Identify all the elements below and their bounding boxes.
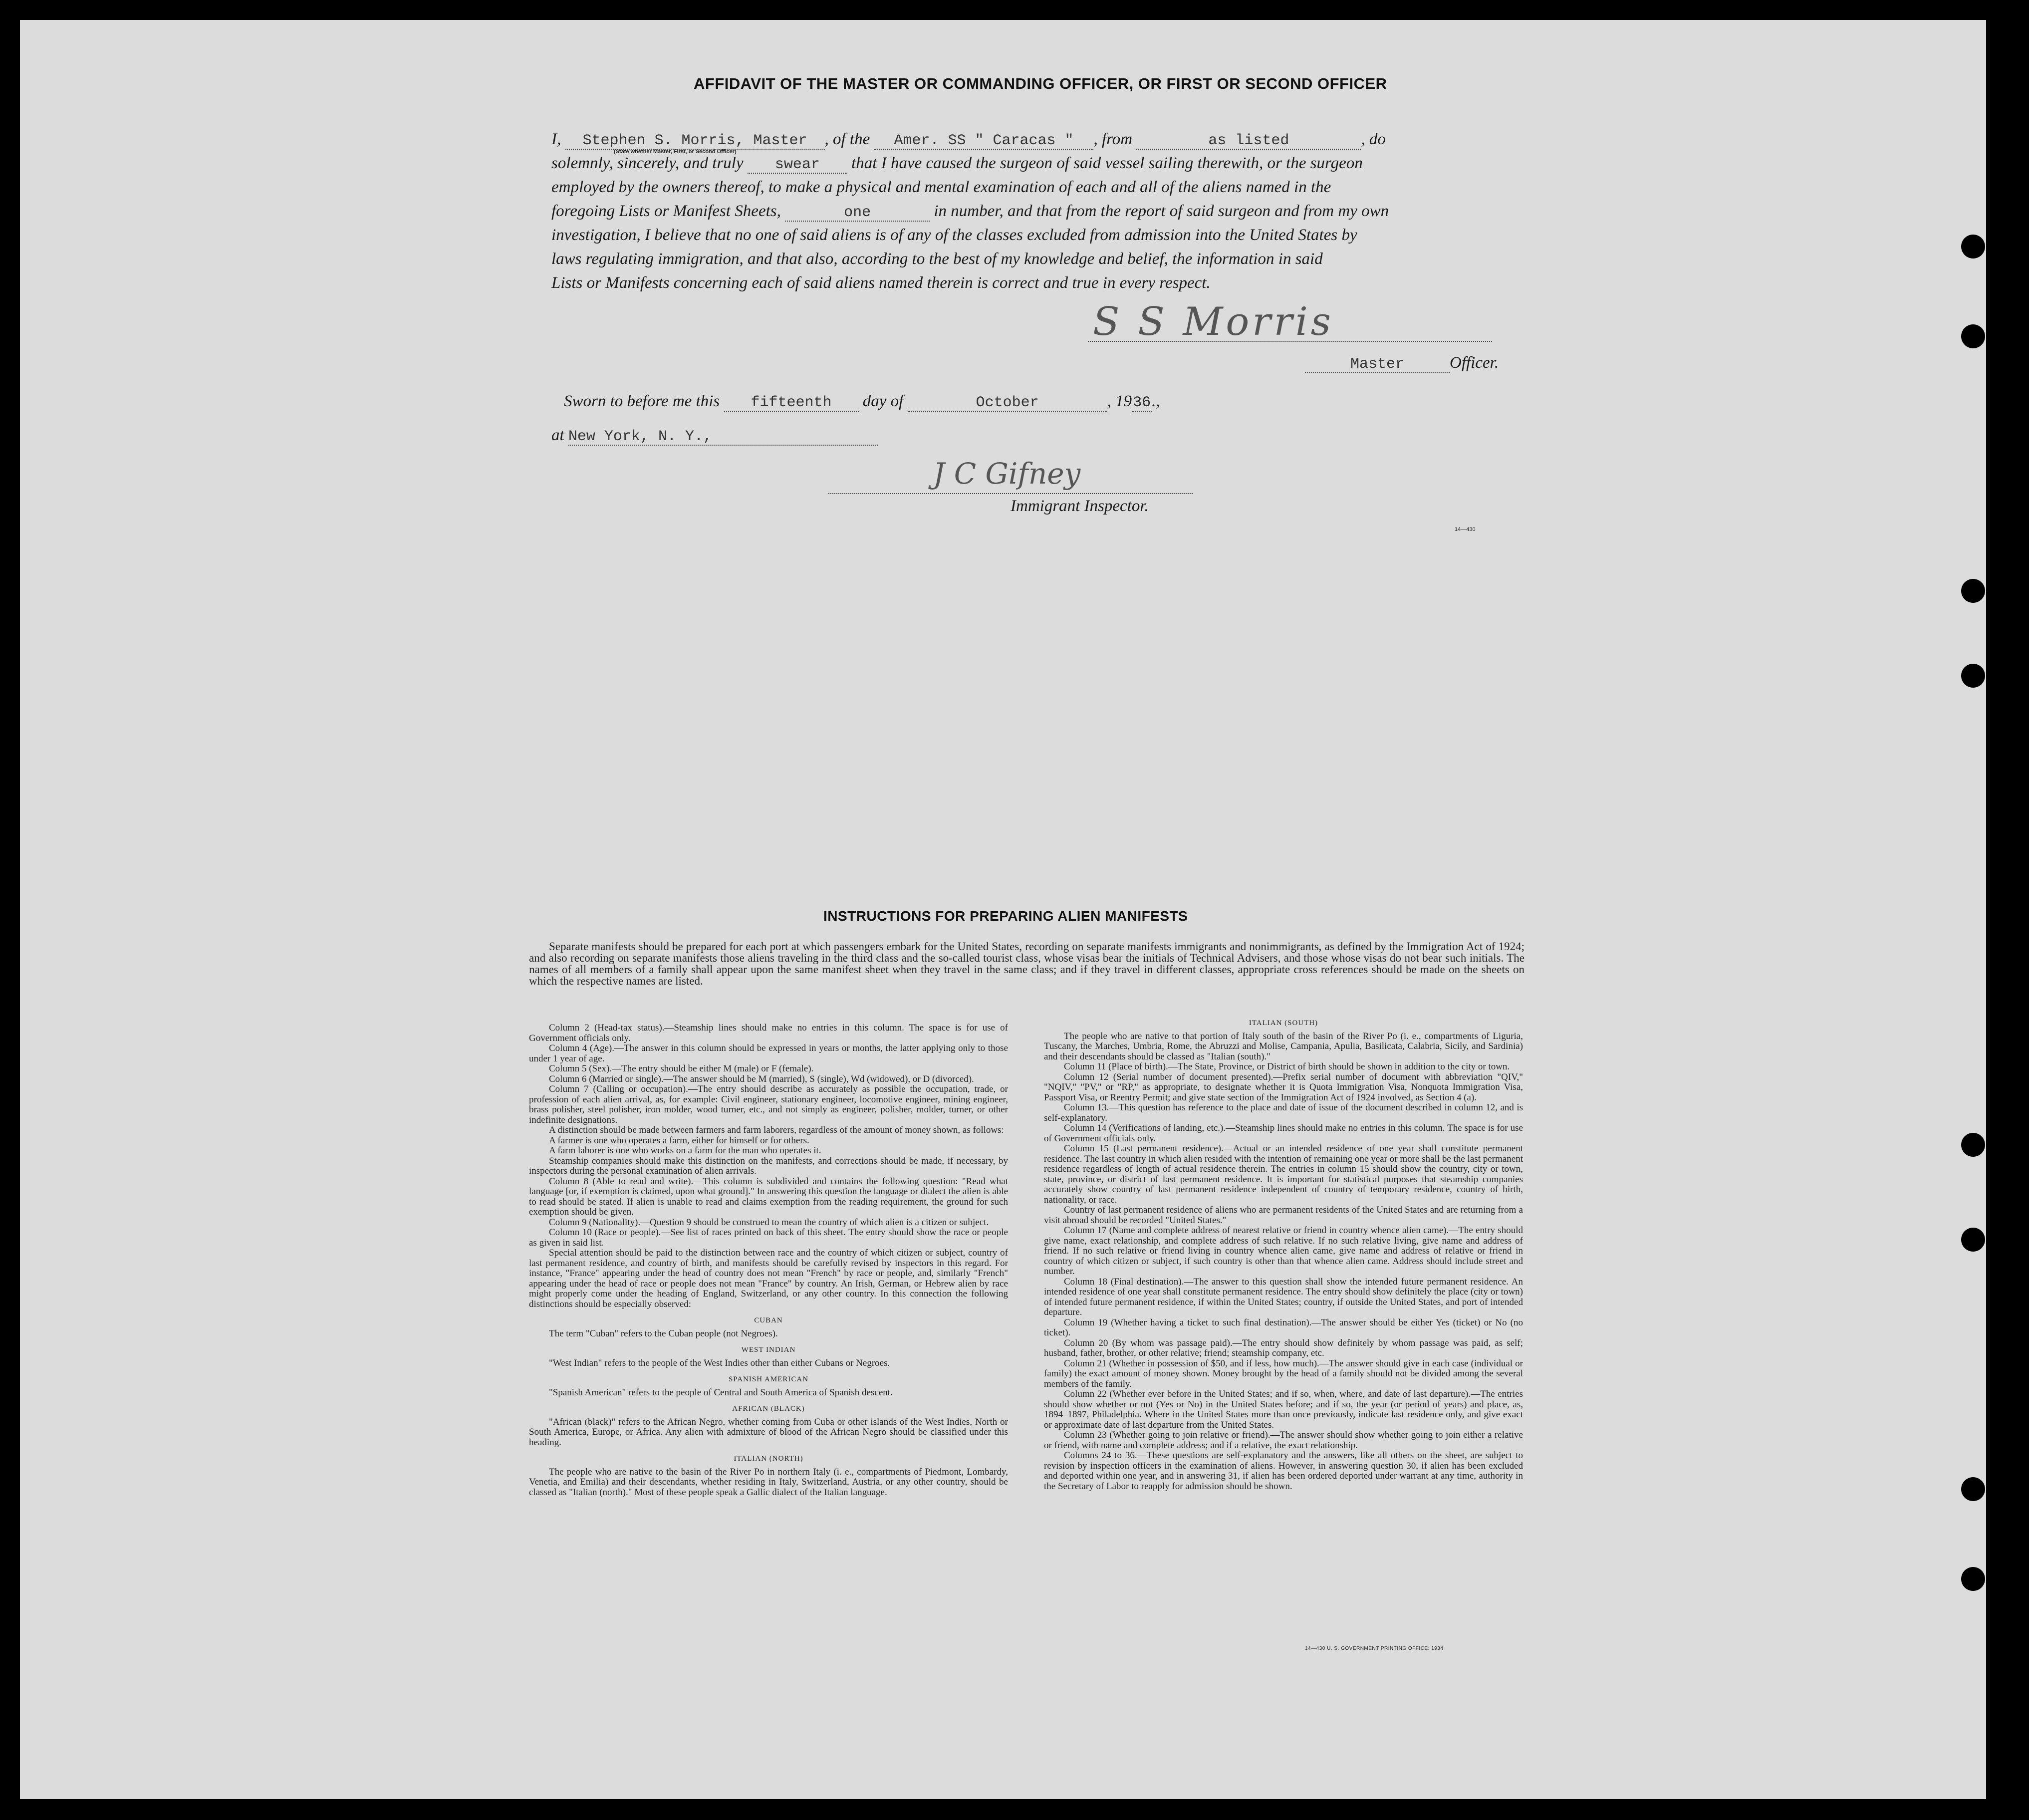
col-23-note: Column 23 (Whether going to join relative or friend).—The answer should show whether going to join either a relative or friend, with name and complete address; and if a relative, the exact relationship. [1044, 1430, 1523, 1451]
document-sheet [20, 20, 1986, 1799]
punch-hole [1961, 1133, 1985, 1157]
heading-italian-north: ITALIAN (NORTH) [734, 1455, 803, 1463]
instructions-left-column: Column 2 (Head-tax status).—Steamship lines should make no entries in this column. The space is for use of Government officials only. Column 4 (Age).—The answer in this column should be expressed in years or months, the latter applying only to those under 1 year of age. Column 5 (Sex).—The entry should be either M (male) or F (female). Column 6 (Married or single).—The answer should be M (married), S (single), Wd (widowed), or D (divorced). Column 7 (Calling or occupation).—The entry should describe as accurately as possible the occupation, trade, or profession of each alien arrival, as, for example: Civil engineer, stationary engineer, locomotive engineer, mining engineer, brass polisher, steel polisher, iron molder, wood turner, etc., and not simply as engineer, polisher, molder, turner, or other indefinite designations. A distinction should be made between farmers and farm laborers, regardless of the amount of money shown, as follows: A farmer is one who operates a farm, either for himself or for others. A farm laborer is one who works on a farm for the man who operates it. Steamship companies should make this distinction on the manifests, and corrections should be made, if necessary, by inspectors during the personal examination of alien arrivals. Column 8 (Able to read and write).—This column is subdivided and contains the following question: "Read what language [or, if exemption is claimed, upon what ground]." In answering this question the language or dialect the alien is able to read should be stated. If alien is unable to read and claims exemption from the reading requirement, the ground for such exemption should be given. Column 9 (Nationality).—Question 9 should be construed to mean the country of which alien is a citizen or subject. Column 10 (Race or people).—See list of races printed on back of this sheet. The entry should show the race or people as given in said list. Special attention should be paid to the distinction between race and the country of which citizen or subject, country of last permanent residence, and country of birth, and manifests should be carefully revised by inspectors in this regard. For instance, "France" appearing under the head of country does not mean "French" by race or people, and, similarly "French" appearing under the head of race or people does not mean "France" by country. An Irish, German, or Hebrew alien by race might properly come under the heading of England, Switzerland, or any other country. In this connection the following distinctions should be especially observed: CUBAN The term "Cuban" refers to the Cuban people (not Negroes). WEST INDIAN "West Indian" refers to the people of the West Indies other than either Cubans or Negroes. SPANISH AMERICAN "Spanish American" refers to the people of Central and South America of Spanish descent. AFRICAN (BLACK) "African (black)" refers to the African Negro, whether coming from Cuba or other islands of the West Indies, North or South America, Europe, or Africa. Any alien with admixture of blood of the African Negro should be classified under this heading. ITALIAN (NORTH) The people who are native to the basin of the River Po in northern Italy (i. e., compartments of Piedmont, Lombardy, Venetia, and Emilia) and their descendants, whether residing in Italy, Switzerland, Austria, or any other country, should be classed as "Italian (north)." Most of these people speak a Gallic dialect of the Italian language. [529, 1023, 1008, 1498]
heading-african: AFRICAN (BLACK) [732, 1405, 805, 1413]
heading-cuban: CUBAN [754, 1316, 783, 1324]
master-signature: S S Morris [1093, 299, 1334, 344]
from-field[interactable]: as listed [1136, 133, 1361, 150]
col-13-note: Column 13.—This question has reference to the place and date of issue of the document described in column 12, and is self-explanatory. [1044, 1102, 1523, 1123]
punch-hole [1961, 235, 1985, 259]
special-attention-note: Special attention should be paid to the distinction between race and the country of which citizen or subject, country of last permanent residence, and country of birth, and manifests should be carefully revised by inspectors in this regard. For instance, "France" appearing under the head of country does not mean "French" by race or people, and, similarly "French" appearing under the head of race or people does not mean "France" by country. An Irish, German, or Hebrew alien by race might properly come under the heading of England, Switzerland, or any other country. In this connection the following distinctions should be especially observed: [529, 1248, 1008, 1309]
col-10-note: Column 10 (Race or people).—See list of races printed on back of this sheet. The entry should show the race or people as given in said list. [529, 1227, 1008, 1248]
heading-west-indian: WEST INDIAN [741, 1346, 796, 1354]
officer-note: (State whether Master, First, or Second Officer) [614, 149, 737, 155]
col-11-note: Column 11 (Place of birth).—The State, Province, or District of birth should be shown in addition to the city or town. [1064, 1061, 1510, 1072]
col-14-note: Column 14 (Verifications of landing, etc.).—Steamship lines should make no entries in this column. The space is for use of Government officials only. [1044, 1123, 1523, 1144]
col-12-note: Column 12 (Serial number of document presented).—Prefix serial number of document with abbreviation "QIV," "NQIV," "PV," or "RP," as appropriate, to designate whether it is Quota Immigration Visa, Nonquota Immigration Visa, Passport Visa, or Reentry Permit; and give state section of the Immigration Act of 1924 involved, as Section 4 (a). [1044, 1071, 1523, 1103]
place-line: at New York, N. Y., [551, 423, 951, 447]
heading-italian-south: ITALIAN (SOUTH) [1249, 1019, 1318, 1027]
col-20-note: Column 20 (By whom was passage paid).—The entry should show definitely by whom passage was paid, as self; husband, father, brother, or other relative; friend; steamship company, etc. [1044, 1337, 1523, 1358]
sheets-count-field[interactable]: one [785, 205, 930, 222]
place-field[interactable]: New York, N. Y., [568, 429, 878, 446]
col-22-note: Column 22 (Whether ever before in the United States; and if so, when, where, and date of last departure).—The entries should show whether or not (Yes or No) in the United States before; and if so, the year (or period of years) and place, as, 1894–1897, Philadelphia. Where in the United States more than once previously, indicate last residence only, and give exact or approximate date of last departure from the United States. [1044, 1389, 1523, 1430]
col-7-note: Column 7 (Calling or occupation).—The entry should describe as accurately as possible the occupation, trade, or profession of each alien arrival, as, for example: Civil engineer, stationary engineer, locomotive engineer, mining engineer, brass polisher, steel polisher, iron molder, wood turner, etc., and not simply as engineer, polisher, molder, turner, or other indefinite designations. [529, 1084, 1008, 1125]
affidavit-title: AFFIDAVIT OF THE MASTER OR COMMANDING OFFICER, OR FIRST OR SECOND OFFICER [694, 75, 1387, 92]
officer-rank-field[interactable]: Master [1305, 356, 1450, 373]
punch-hole [1961, 1228, 1985, 1252]
year-field[interactable]: 36 [1133, 394, 1151, 411]
vessel-field[interactable]: Amer. SS " Caracas " [874, 133, 1093, 150]
col-4-note: Column 4 (Age).—The answer in this column should be expressed in years or months, the latter applying only to those under 1 year of age. [529, 1043, 1008, 1064]
punch-hole [1961, 324, 1985, 348]
day-field[interactable]: fifteenth [724, 395, 859, 412]
master-name-field[interactable]: Stephen S. Morris, Master [565, 133, 825, 150]
signature-line [1088, 341, 1492, 342]
inspector-signature: J C Gifney [933, 457, 1081, 491]
affidavit-line-5: investigation, I believe that no one of said aliens is of any of the classes excluded from admission into the United States by [551, 226, 1357, 244]
punch-hole [1961, 1567, 1985, 1591]
col-9-note: Column 9 (Nationality).—Question 9 should be construed to mean the country of which alien is a citizen or subject. [549, 1217, 989, 1228]
heading-spanish-american: SPANISH AMERICAN [728, 1375, 809, 1383]
col-18-note: Column 18 (Final destination).—The answer to this question shall show the intended future permanent residence. An intended residence of one year shall constitute permanent residence. The entry should show definitely the place (city or town) of intended future permanent residence, if within the United States; country, if outside the United States, and port of intended departure. [1044, 1276, 1523, 1317]
col-8-note: Column 8 (Able to read and write).—This column is subdivided and contains the following question: "Read what language [or, if exemption is claimed, upon what ground]." In answering this question the language or dialect the alien is able to read should be stated. If alien is unable to read and claims exemption from the reading requirement, the ground for such exemption should be given. [529, 1176, 1008, 1217]
form-number: 14—430 [1455, 526, 1476, 532]
instructions-intro: Separate manifests should be prepared for each port at which passengers embark for the United States, recording on separate manifests immigrants and nonimmigrants, as defined by the Immigration Act of 1924; and also recording on separate manifests those aliens traveling in the third class and the so-called tourist class, whose visas bear the initials of Technical Advisers, and those whose visas do not bear such initials. The names of all members of a family shall appear upon the same manifest sheet when they travel in the same class; and if they travel in different classes, appropriate cross references should be made on the sheets on which the respective names are listed. [529, 940, 1524, 987]
col-15-note: Column 15 (Last permanent residence).—Actual or an intended residence of one year shall constitute permanent residence. The last country in which alien resided with the intention of remaining one year or more shall be the last permanent residence regardless of length of actual residence therein. The entries in column 15 should show the country, city or town, state, province, or district of last permanent residence. It is important for statistical purposes that steamship companies accurately show country of last permanent residence independent of country of temporary residence, country of birth, nationality, or race. [1044, 1143, 1523, 1205]
oath-field[interactable]: swear [748, 157, 847, 174]
affidavit-line-6: laws regulating immigration, and that also, according to the best of my knowledge and belief, the information in said [551, 250, 1323, 268]
instructions-right-column: ITALIAN (SOUTH) The people who are native to that portion of Italy south of the basin of the River Po (i. e., compartments of Liguria, Tuscany, the Marches, Umbria, Rome, the Abruzzi and Molise, Campania, Apulia, Basilicata, Calabria, Sicily, and Sardinia) and their descendants should be classed as "Italian (south)." Column 11 (Place of birth).—The State, Province, or District of birth should be shown in addition to the city or town. Column 12 (Serial number of document presented).—Prefix serial number of document with abbreviation "QIV," "NQIV," "PV," or "RP," as appropriate, to designate whether it is Quota Immigration Visa, Nonquota Immigration Visa, Passport Visa, or Reentry Permit; and give state section of the Immigration Act of 1924 involved, as Section 4 (a). Column 13.—This question has reference to the place and date of issue of the document described in column 12, and is self-explanatory. Column 14 (Verifications of landing, etc.).—Steamship lines should make no entries in this column. The space is for use of Government officials only. Column 15 (Last permanent residence).—Actual or an intended residence of one year shall constitute permanent residence. The last country in which alien resided with the intention of remaining one year or more shall be the last permanent residence regardless of length of actual residence therein. The entries in column 15 should show the country, city or town, state, province, or district of last permanent residence. It is important for statistical purposes that steamship companies accurately show country of last permanent residence independent of country of temporary residence, country of birth, nationality, or race. Country of last permanent residence of aliens who are permanent residents of the United States and are returning from a visit abroad should be recorded "United States." Column 17 (Name and complete address of nearest relative or friend in country whence alien came).—The entry should give name, exact relationship, and complete address of such relative. If no such relative living, give name and address of friend. If no such relative or friend living in country whence alien came, give name and address of relative or friend in country of which citizen or subject, if such country is other than that whence alien came. Address should include street and number. Column 18 (Final destination).—The answer to this question shall show the intended future permanent residence. An intended residence of one year shall constitute permanent residence. The entry should show definitely the place (city or town) of intended future permanent residence, if within the United States; country, if outside the United States, and port of intended departure. Column 19 (Whether having a ticket to such final destination).—The answer should be either Yes (ticket) or No (no ticket). Column 20 (By whom was passage paid).—The entry should show definitely by whom passage was paid, as self; husband, father, brother, or other relative; friend; steamship company, etc. Column 21 (Whether in possession of $50, and if less, how much).—The answer should give in each case (individual or family) the exact amount of money shown. Money brought by the head of a family should not be divided among the several members of the family. Column 22 (Whether ever before in the United States; and if so, when, where, and date of last departure).—The entries should show whether or not (Yes or No) in the United States before; and if so, the year (or period of years) and place, as, 1894–1897, Philadelphia. Where in the United States more than once previously, indicate last residence only, and give exact or approximate date of last departure from the United States. Column 23 (Whether going to join relative or friend).—The answer should show whether going to join either a relative or friend, with name and complete address; and if a relative, the exact relationship. Columns 24 to 36.—These questions are self-explanatory and the answers, like all others on the sheet, are subject to revision by inspection officers in the examination of aliens. However, in answering question 30, if alien has been excluded and deported within one year, and in answering 31, if alien has been ordered deported under warrant at any time, authority in the Secretary of Labor to reapply for admission should be shown. [1044, 1019, 1523, 1492]
affidavit-line-7: Lists or Manifests concerning each of said aliens named therein is correct and true in every respect. [551, 274, 1211, 292]
punch-hole [1961, 664, 1985, 688]
punch-hole [1961, 579, 1985, 603]
col-17-note: Column 17 (Name and complete address of nearest relative or friend in country whence alien came).—The entry should give name, exact relationship, and complete address of such relative. If no such relative living, give name and address of friend. If no such relative or friend living in country whence alien came, give name and address of relative or friend in country of which citizen or subject, if such country is other than that whence alien came. Address should include street and number. [1044, 1225, 1523, 1277]
col-2-note: Column 2 (Head-tax status).—Steamship lines should make no entries in this column. The space is for use of Government officials only. [529, 1023, 1008, 1043]
instructions-footer: 14—430 U. S. GOVERNMENT PRINTING OFFICE: 1934 [1305, 1646, 1444, 1651]
affidavit-line-1: I, Stephen S. Morris, Master , of the Amer. SS " Caracas " , from as listed , do [551, 130, 1386, 149]
month-field[interactable]: October [908, 395, 1107, 412]
inspector-label: Immigrant Inspector. [1011, 497, 1149, 515]
col-5-note: Column 5 (Sex).—The entry should be either M (male) or F (female). [549, 1063, 814, 1074]
punch-hole [1961, 1477, 1985, 1501]
officer-line: Master Officer. [1305, 351, 1604, 375]
affidavit-line-4: foregoing Lists or Manifest Sheets, one in number, and that from the report of said surgeon and from my own [551, 202, 1389, 221]
affidavit-line-3: employed by the owners thereof, to make a physical and mental examination of each and all of the aliens named in the [551, 178, 1331, 196]
col-19-note: Column 19 (Whether having a ticket to such final destination).—The answer should be either Yes (ticket) or No (no ticket). [1044, 1317, 1523, 1338]
col-21-note: Column 21 (Whether in possession of $50, and if less, how much).—The answer should give in each case (individual or family) the exact amount of money shown. Money brought by the head of a family should not be divided among the several members of the family. [1044, 1358, 1523, 1389]
col-24-36-note: Columns 24 to 36.—These questions are self-explanatory and the answers, like all others on the sheet, are subject to revision by inspection officers in the examination of aliens. However, in answering question 30, if alien has been excluded and deported within one year, and in answering 31, if alien has been ordered deported under warrant at any time, authority in the Secretary of Labor to reapply for admission should be shown. [1044, 1450, 1523, 1492]
affidavit-line-2: solemnly, sincerely, and truly swear that I have caused the surgeon of said vessel sailing therewith, or the surgeon [551, 154, 1363, 173]
sworn-line: Sworn to before me this fifteenth day of October , 1936., [564, 392, 1160, 411]
instructions-title: INSTRUCTIONS FOR PREPARING ALIEN MANIFESTS [823, 908, 1188, 924]
col-6-note: Column 6 (Married or single).—The answer should be M (married), S (single), Wd (widowed), or D (divorced). [549, 1073, 974, 1084]
